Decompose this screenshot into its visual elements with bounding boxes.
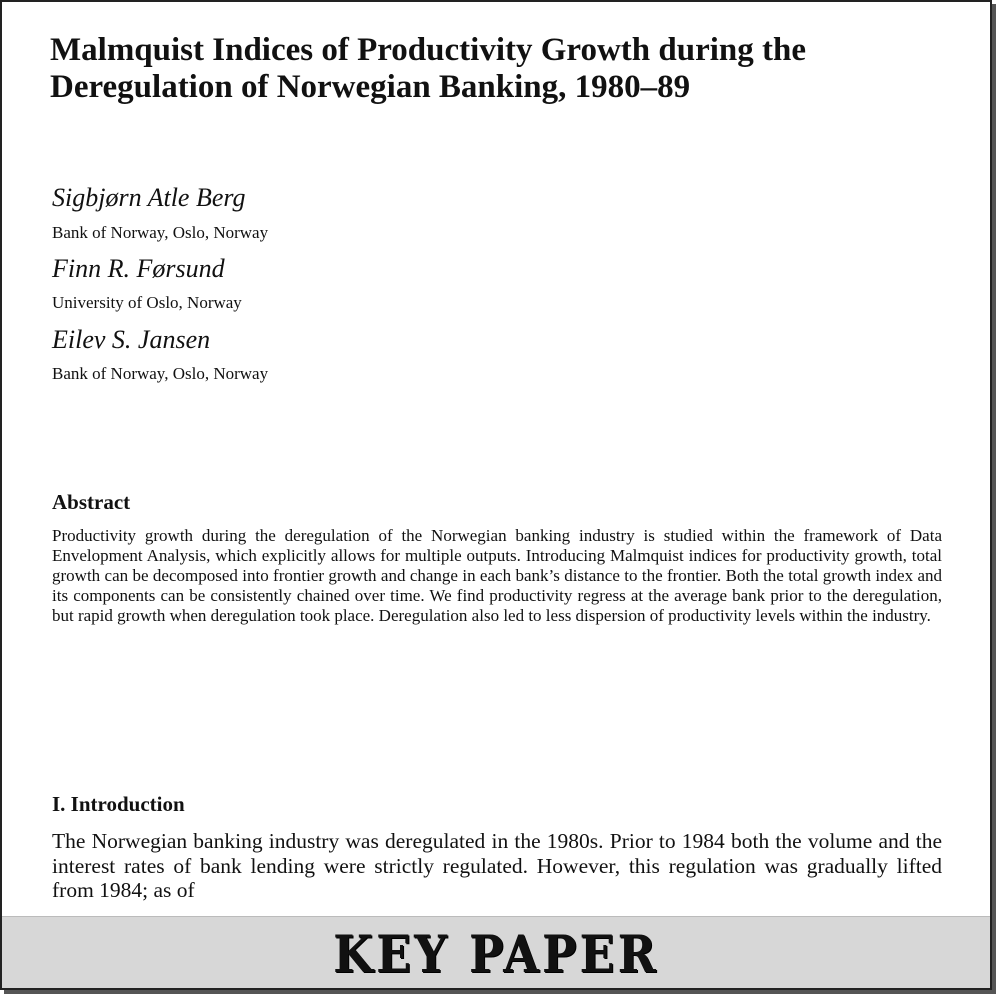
author-name: Eilev S. Jansen <box>52 325 211 354</box>
abstract-heading: Abstract <box>52 490 131 514</box>
key-paper-banner <box>2 916 990 990</box>
paper-title: Malmquist Indices of Productivity Growth during the Deregulation of Norwegian Banking, 1980–89 <box>50 32 806 105</box>
author-affiliation: Bank of Norway, Oslo, Norway <box>52 364 269 383</box>
abstract-text: Productivity growth during the deregulation of the Norwegian banking industry is studied within the framework of Data Envelopment Analysis, which explicitly allows for multiple outputs. Introducing Malmquist indices for productivity growth, total growth can be decomposed into frontier growth and change in each bank’s distance to the frontier. Both the total growth index and its components can be consistently chained over time. We find productivity regress at the average bank prior to the deregulation, but rapid growth when deregulation took place. Deregulation also led to less dispersion of productivity levels within the industry. <box>52 526 942 625</box>
key-paper-label: KEY PAPER <box>333 923 659 985</box>
author-affiliation: Bank of Norway, Oslo, Norway <box>52 223 269 242</box>
author-name: Sigbjørn Atle Berg <box>52 183 246 212</box>
author-affiliation: University of Oslo, Norway <box>52 293 242 312</box>
author-name: Finn R. Førsund <box>52 254 225 283</box>
introduction-heading: I. Introduction <box>52 792 185 816</box>
introduction-text: The Norwegian banking industry was deregulated in the 1980s. Prior to 1984 both the volume and the interest rates of bank lending were strictly regulated. However, this regulation was gradually lifted from 1984; as of <box>52 829 942 902</box>
